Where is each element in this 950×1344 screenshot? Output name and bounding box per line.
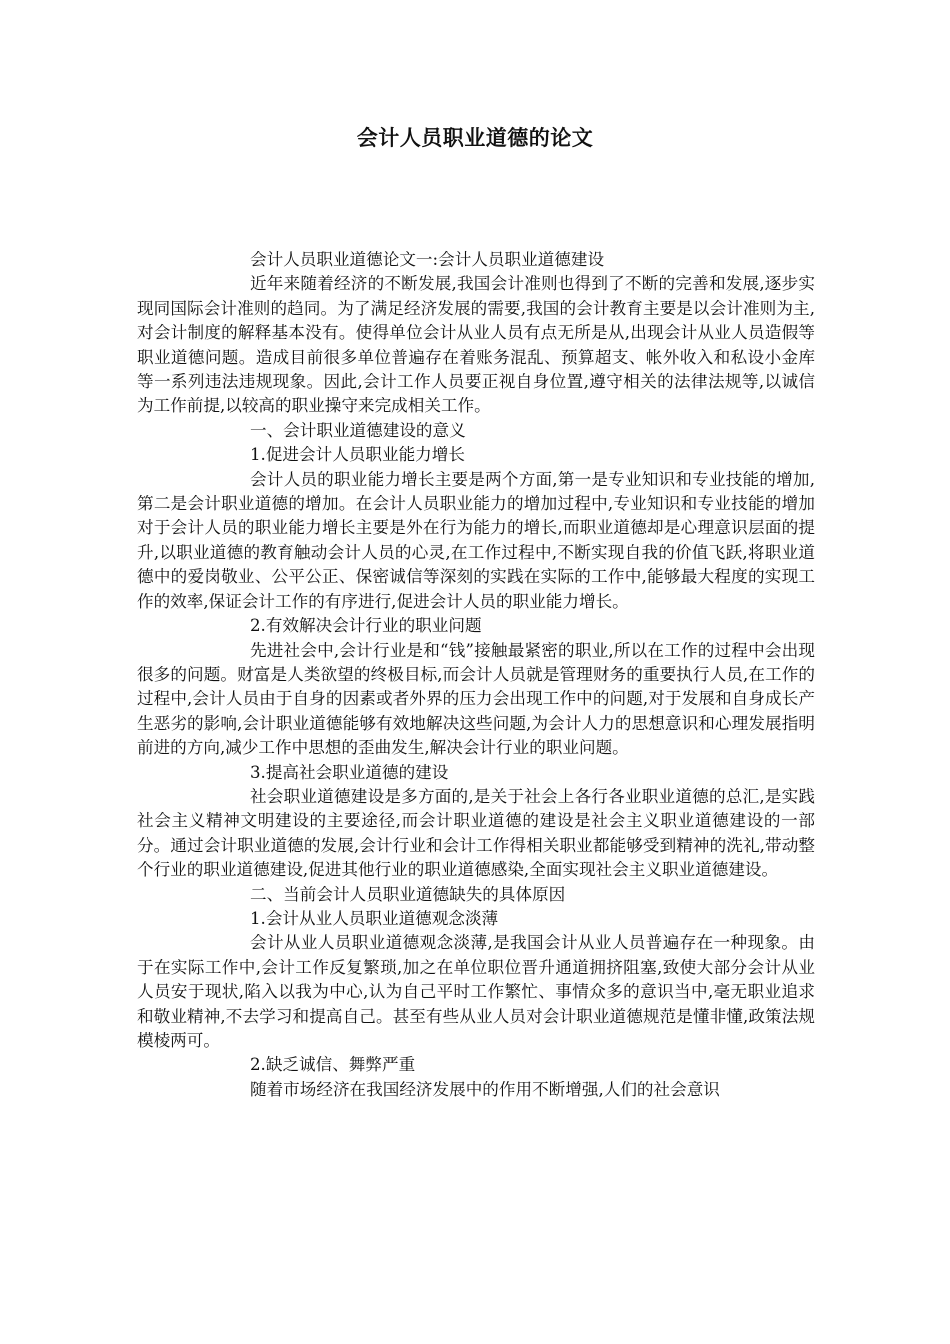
body-paragraph: 会计从业人员职业道德观念淡薄,是我国会计从业人员普遍存在一种现象。由于在实际工作中,会计工作反复繁琐,加之在单位职位晋升通道拥挤阻塞,致使大部分会计从业人员安于现状,陷入以我为中心,认为自己平时工作繁忙、事情众多的意识当中,毫无职业追求和敬业精神,不去学习和提高自己。甚至有些从业人员对会计职业道德规范是懂非懂,政策法规模棱两可。: [137, 933, 815, 1050]
subsection-heading: 3.提高社会职业道德的建设: [250, 762, 449, 782]
body-paragraph: 近年来随着经济的不断发展,我国会计准则也得到了不断的完善和发展,逐步实现同国际会计准则的趋同。为了满足经济发展的需要,我国的会计教育主要是以会计准则为主,对会计制度的解释基本没有。使得单位会计从业人员有点无所是从,出现会计从业人员造假等职业道德问题。造成目前很多单位普遍存在着账务混乱、预算超支、帐外收入和私设小金库等一系列违法违规现象。因此,会计工作人员要正视自身位置,遵守相关的法律法规等,以诚信为工作前提,以较高的职业操守来完成相关工作。: [137, 274, 815, 416]
body-paragraph: 先进社会中,会计行业是和“钱”接触最紧密的职业,所以在工作的过程中会出现很多的问题。财富是人类欲望的终极目标,而会计人员就是管理财务的重要执行人员,在工作的过程中,会计人员由于自身的因素或者外界的压力会出现工作中的问题,对于发展和自身成长产生恶劣的影响,会计职业道德能够有效地解决这些问题,为会计人力的思想意识和心理发展指明前进的方向,减少工作中思想的歪曲发生,解决会计行业的职业问题。: [137, 640, 816, 758]
document-title: 会计人员职业道德的论文: [356, 125, 594, 150]
body-paragraph: 随着市场经济在我国经济发展中的作用不断增强,人们的社会意识: [250, 1079, 720, 1099]
section-heading: 会计人员职业道德论文一:会计人员职业道德建设: [250, 250, 605, 269]
subsection-heading: 1.会计从业人员职业道德观念淡薄: [250, 908, 499, 928]
body-paragraph: 社会职业道德建设是多方面的,是关于社会上各行各业职业道德的总汇,是实践社会主义精神文明建设的主要途径,而会计职业道德的建设是社会主义职业道德建设的一部分。通过会计职业道德的发展,会计行业和会计工作得相关职业都能够受到精神的洗礼,带动整个行业的职业道德建设,促进其他行业的职业道德感染,全面实现社会主义职业道德建设。: [137, 786, 815, 880]
section-heading: 一、会计职业道德建设的意义: [250, 420, 466, 440]
subsection-heading: 2.缺乏诚信、舞弊严重: [250, 1055, 416, 1075]
body-paragraph: 会计人员的职业能力增长主要是两个方面,第一是专业知识和专业技能的增加,第二是会计职业道德的增加。在会计人员职业能力的增加过程中,专业知识和专业技能的增加对于会计人员的职业能力增长主要是外在行为能力的增长,而职业道德却是心理意识层面的提升,以职业道德的教育触动会计人员的心灵,在工作过程中,不断实现自我的价值飞跃,将职业道德中的爱岗敬业、公平公正、保密诚信等深刻的实践在实际的工作中,能够最大程度的实现工作的效率,保证会计工作的有序进行,促进会计人员的职业能力增长。: [137, 469, 815, 611]
section-heading: 二、当前会计人员职业道德缺失的具体原因: [250, 884, 566, 904]
document-body: [137, 248, 815, 1102]
subsection-heading: 1.促进会计人员职业能力增长: [250, 445, 465, 465]
subsection-heading: 2.有效解决会计行业的职业问题: [250, 616, 482, 636]
